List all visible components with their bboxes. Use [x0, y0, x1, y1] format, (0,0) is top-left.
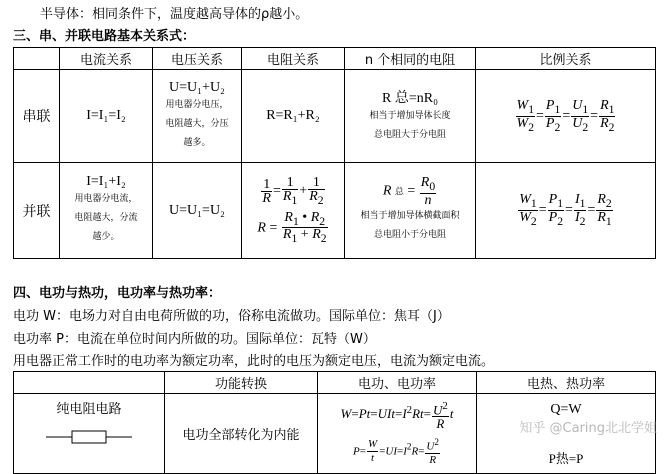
parallel-n-cell [345, 163, 476, 259]
series-parallel-table [13, 47, 656, 259]
series-n-note-1: 相当于增加导体长度 [369, 111, 451, 121]
parallel-current-note-2: 电阻越大，分流 [74, 213, 138, 223]
table2-header-conversion: 功能转换 [165, 372, 318, 394]
table1-row-parallel [14, 163, 656, 259]
pure-resistance-cell [14, 394, 165, 474]
series-voltage-note-3: 越多。 [183, 137, 211, 148]
parallel-n-note-2: 总电阻小于分电阻 [373, 229, 446, 240]
series-current: I=I₁=I₂ [60, 70, 153, 163]
resistor-symbol-icon [44, 427, 134, 447]
parallel-n-note-1: 相当于增加导体横截面积 [360, 210, 460, 221]
section-3-title: 三、串、并联电路基本关系式： [13, 29, 196, 44]
series-resistance: R=R₁+R₂ [242, 70, 345, 163]
series-voltage-note-1: 用电器分电压， [165, 99, 229, 110]
pure-resistance-heat-power: P热=P [548, 451, 584, 466]
parallel-ratio-formula: $\frac{W_1}{W_2}$ = $\frac{P_1}{P_2}$ = $\frac{I_1}{I_2}$ = $\frac{R_2}{R_1}$ [476, 163, 656, 259]
table2-header-heat-power: 电热、热功率 [477, 372, 656, 394]
electric-power-line: 电功率 P：电流在单位时间内所做的功。国际单位：瓦特（W） [13, 332, 376, 347]
series-voltage-cell [153, 70, 242, 163]
parallel-resistance-formula: $\frac{1}{R}$ = $\frac{1}{R_1}$ + $\frac{1}{R_2}$ R = $\frac{R_1 • R_2}{R_1 + R_2}$ [242, 163, 345, 259]
rated-power-line: 用电器正常工作时的电功率为额定功率，此时的电压为额定电压，电流为额定电流。 [13, 354, 495, 369]
pure-resistance-work-formula: $W=Pt=UIt=I^2Rt=$ $\frac{U^2}{R}$ t P= $\frac{W}{t}$ $=UI=I^2R=$ $\frac{U^2}{R}$ [318, 394, 477, 474]
parallel-current-note-3: 越少。 [92, 232, 120, 242]
parallel-n-formula: R 总 = $\frac{R_0}{n}$ [382, 175, 436, 208]
table1-header-n-resistors: n 个相同的电阻 [345, 48, 476, 70]
table2-header-row [14, 372, 656, 394]
parallel-label: 并联 [14, 163, 60, 259]
intro-line: 半导体：相同条件下，温度越高导体的ρ越小。 [40, 7, 309, 22]
series-n-cell [345, 70, 476, 163]
table1-header-resistance: 电阻关系 [242, 48, 345, 70]
series-label: 串联 [14, 70, 60, 163]
table1-header-row [14, 48, 656, 70]
watermark: 知乎 @Caring北北学姐 [519, 421, 657, 436]
series-voltage: U=U₁+U₂ [169, 79, 225, 95]
series-ratio-formula: $\frac{W_1}{W_2}$ = $\frac{P_1}{P_2}$ = $\frac{U_1}{U_2}$ = $\frac{R_1}{R_2}$ [476, 70, 656, 163]
series-n-note-2: 总电阻大于分电阻 [373, 130, 446, 140]
parallel-current-note-1: 用电器分电流， [74, 194, 138, 204]
series-voltage-note-2: 电阻越大，分压 [165, 118, 229, 129]
parallel-current: I=I₁+I₂ [86, 174, 126, 189]
table1-header-empty [14, 48, 60, 70]
parallel-voltage: U=U₁=U₂ [153, 163, 242, 259]
electric-work-line: 电功 W：电场力对自由电荷所做的功，俗称电流做功。国际单位：焦耳（J） [13, 309, 450, 324]
table2-header-work-power: 电功、电功率 [318, 372, 477, 394]
table2-header-empty [14, 372, 165, 394]
pure-resistance-conversion: 电功全部转化为内能 [165, 394, 318, 474]
parallel-current-cell [60, 163, 153, 259]
series-n-formula: R 总=nR₀ [382, 91, 438, 106]
section-4-title: 四、电功与热功，电功率与热功率： [13, 286, 222, 301]
pure-resistance-heat: Q=W [550, 402, 582, 417]
table1-header-current: 电流关系 [60, 48, 153, 70]
table1-header-ratio: 比例关系 [476, 48, 656, 70]
table1-row-series [14, 70, 656, 163]
table1-header-voltage: 电压关系 [153, 48, 242, 70]
pure-resistance-label: 纯电阻电路 [56, 402, 122, 417]
